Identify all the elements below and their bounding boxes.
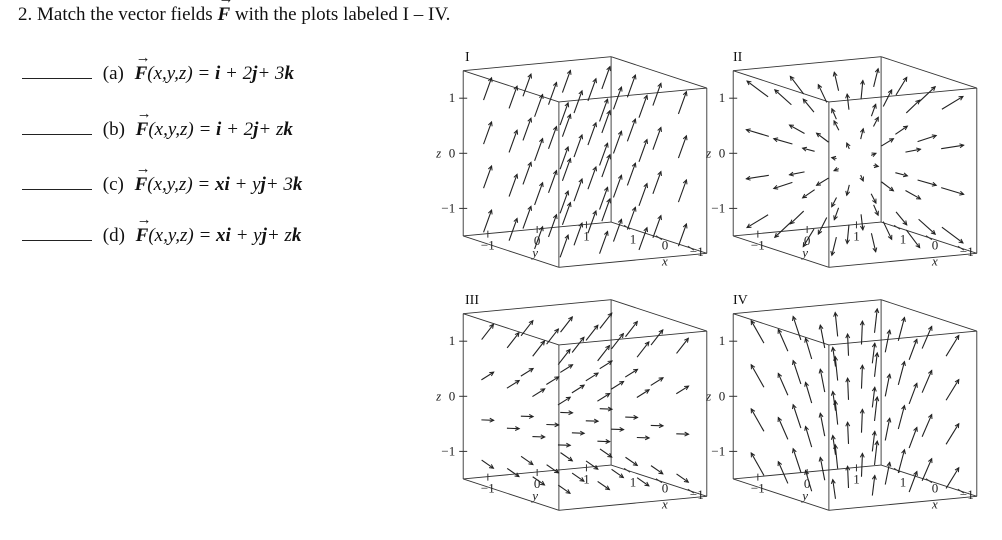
x-axis-label: x bbox=[662, 253, 668, 269]
arrow-shaft bbox=[906, 100, 919, 113]
field-symbol: → F bbox=[136, 119, 149, 141]
arrow-shaft bbox=[751, 321, 764, 343]
z-tick-label: 1 bbox=[718, 90, 726, 106]
plot-title: IV bbox=[733, 293, 748, 308]
item-formula bbox=[136, 225, 302, 247]
formula-part: xi bbox=[214, 174, 230, 195]
question-text-after: with the plots labeled I – IV. bbox=[234, 4, 451, 25]
cube-edge bbox=[733, 479, 829, 510]
arrow-shaft bbox=[533, 341, 545, 356]
arrow-shaft bbox=[793, 449, 801, 472]
formula-lhs: (x,y,z) = bbox=[147, 174, 211, 195]
arrow-shaft bbox=[598, 346, 610, 361]
arrow-shaft bbox=[535, 139, 543, 161]
arrow-shaft bbox=[946, 424, 959, 445]
z-tick-label: 0 bbox=[718, 145, 726, 161]
plot-II bbox=[706, 50, 975, 290]
formula-part: k bbox=[291, 225, 302, 246]
cube-edge bbox=[463, 314, 559, 345]
arrow-shaft bbox=[942, 227, 963, 243]
z-axis-label: z bbox=[706, 145, 712, 161]
cube-edge bbox=[463, 479, 559, 510]
arrow-shaft bbox=[922, 459, 932, 481]
item-label: (d) bbox=[102, 225, 125, 246]
arrow-shaft bbox=[909, 339, 917, 360]
y-tick-label: −1 bbox=[480, 480, 495, 496]
y-axis-label: y bbox=[532, 487, 539, 503]
cube-edge bbox=[611, 300, 707, 331]
arrow-shaft bbox=[600, 143, 608, 165]
arrow-shaft bbox=[790, 211, 803, 224]
x-tick-label: 1 bbox=[629, 231, 637, 247]
cube-edge bbox=[559, 496, 707, 510]
arrow-shaft bbox=[848, 422, 849, 444]
arrow-shaft bbox=[574, 135, 582, 157]
arrow-shaft bbox=[507, 333, 519, 348]
arrow-shaft bbox=[561, 317, 573, 332]
field-arrows bbox=[481, 313, 688, 493]
field-arrows bbox=[751, 309, 959, 499]
arrow-shaft bbox=[613, 219, 621, 241]
x-axis-label: x bbox=[932, 253, 938, 269]
z-tick-label: 1 bbox=[448, 90, 456, 106]
arrow-shaft bbox=[627, 163, 635, 185]
y-tick-label: 0 bbox=[533, 475, 541, 491]
arrow-shaft bbox=[613, 87, 621, 109]
item-label: (c) bbox=[102, 174, 124, 195]
arrow-shaft bbox=[509, 174, 517, 196]
arrow-shaft bbox=[560, 103, 568, 125]
cube-edge bbox=[559, 253, 707, 267]
arrow-shaft bbox=[848, 378, 849, 400]
arrow-shaft bbox=[602, 199, 610, 221]
question-text-before: Match the vector fields bbox=[37, 4, 213, 25]
arrow-shaft bbox=[549, 171, 557, 193]
field-symbol: → F bbox=[135, 63, 148, 85]
cube-edge bbox=[881, 300, 977, 331]
arrow-shaft bbox=[521, 321, 533, 336]
arrow-shaft bbox=[523, 118, 531, 140]
arrow-shaft bbox=[677, 338, 689, 353]
arrow-shaft bbox=[602, 67, 610, 89]
y-tick-label: −1 bbox=[750, 480, 765, 496]
arrow-shaft bbox=[588, 79, 596, 101]
arrow-shaft bbox=[651, 330, 663, 345]
z-tick-label: −1 bbox=[711, 443, 726, 459]
arrow-shaft bbox=[678, 224, 686, 246]
arrow-shaft bbox=[562, 203, 570, 225]
item-d bbox=[22, 222, 301, 250]
formula-part: xi bbox=[216, 225, 231, 246]
arrow-shaft bbox=[562, 159, 570, 181]
arrow-shaft bbox=[482, 324, 494, 339]
arrow-shaft bbox=[509, 86, 517, 108]
arrow-shaft bbox=[613, 175, 621, 197]
plot-title: III bbox=[465, 293, 479, 308]
arrow-shaft bbox=[778, 462, 788, 484]
arrow-shaft bbox=[909, 383, 917, 404]
field-symbol: → F bbox=[135, 174, 148, 196]
arrow-shaft bbox=[747, 81, 768, 97]
cube-edge bbox=[733, 236, 829, 267]
x-tick-label: 0 bbox=[931, 480, 939, 496]
formula-lhs: (x,y,z) = bbox=[147, 63, 211, 84]
plot-title: I bbox=[465, 50, 470, 65]
vector-field-plot bbox=[706, 293, 975, 533]
arrow-shaft bbox=[562, 114, 570, 136]
arrow-shaft bbox=[861, 365, 862, 388]
y-tick-label: −1 bbox=[750, 237, 765, 253]
arrow-shaft bbox=[600, 313, 612, 328]
z-tick-label: 1 bbox=[448, 333, 456, 349]
arrow-shaft bbox=[793, 316, 801, 339]
arrow-shaft bbox=[484, 122, 492, 144]
arrow-shaft bbox=[919, 219, 936, 234]
arrow-shaft bbox=[549, 127, 557, 149]
arrow-shaft bbox=[653, 172, 661, 194]
cube-edge bbox=[881, 57, 977, 88]
x-tick bbox=[894, 225, 900, 229]
arrow-shaft bbox=[639, 95, 647, 117]
arrow-shaft bbox=[909, 427, 917, 448]
x-axis-label: x bbox=[662, 496, 668, 512]
item-a bbox=[22, 60, 294, 88]
plot-III bbox=[436, 293, 705, 533]
z-tick-label: −1 bbox=[441, 443, 456, 459]
z-axis-label: z bbox=[706, 388, 712, 404]
arrow-shaft bbox=[574, 179, 582, 201]
arrow-shaft bbox=[941, 188, 964, 195]
x-tick-label: −1 bbox=[959, 487, 974, 503]
cube-edge bbox=[733, 57, 881, 71]
plot-I bbox=[436, 50, 705, 290]
formula-part: j bbox=[252, 63, 258, 84]
y-tick-label: 1 bbox=[853, 228, 860, 244]
question-number: 2. bbox=[18, 4, 33, 25]
arrow-shaft bbox=[883, 90, 891, 107]
x-tick bbox=[624, 468, 630, 472]
arrow-shaft bbox=[588, 167, 596, 189]
x-tick-label: 0 bbox=[661, 237, 669, 253]
arrow-shaft bbox=[751, 365, 764, 387]
arrow-shaft bbox=[549, 82, 557, 104]
vector-field-plot bbox=[436, 50, 705, 290]
arrow-shaft bbox=[861, 453, 862, 476]
x-tick-label: 1 bbox=[899, 474, 907, 490]
arrow-shaft bbox=[793, 405, 801, 428]
z-axis-label: z bbox=[436, 388, 442, 404]
z-tick-label: −1 bbox=[711, 200, 726, 216]
arrow-shaft bbox=[627, 75, 635, 97]
z-tick-label: 0 bbox=[448, 388, 456, 404]
z-axis-label: z bbox=[436, 145, 442, 161]
arrow-shaft bbox=[613, 131, 621, 153]
vector-field-plot bbox=[706, 50, 975, 290]
arrow-shaft bbox=[747, 215, 768, 228]
arrow-shaft bbox=[789, 125, 804, 133]
answer-blank-c[interactable] bbox=[22, 171, 92, 190]
arrow-shaft bbox=[678, 92, 686, 114]
formula-part: i bbox=[214, 63, 221, 84]
arrow-shaft bbox=[751, 453, 764, 475]
formula-part: k bbox=[292, 174, 303, 195]
y-tick-label: 1 bbox=[583, 471, 590, 487]
formula-part: + 2 bbox=[221, 119, 254, 140]
y-tick-label: 0 bbox=[803, 232, 811, 248]
x-tick-label: 1 bbox=[899, 231, 907, 247]
arrow-shaft bbox=[484, 78, 492, 100]
arrow-shaft bbox=[778, 418, 788, 440]
item-label: (b) bbox=[102, 119, 125, 140]
field-arrows bbox=[746, 69, 963, 256]
formula-part: + z bbox=[266, 225, 292, 246]
formula-part: + 3 bbox=[265, 174, 293, 195]
arrow-shaft bbox=[678, 136, 686, 158]
arrow-shaft bbox=[639, 184, 647, 206]
item-formula bbox=[136, 119, 293, 141]
arrow-shaft bbox=[895, 126, 907, 134]
arrow-shaft bbox=[778, 373, 788, 395]
arrow-shaft bbox=[653, 216, 661, 238]
item-formula bbox=[135, 63, 294, 85]
arrow-shaft bbox=[588, 123, 596, 145]
arrow-shaft bbox=[625, 322, 637, 337]
formula-part: + 3 bbox=[257, 63, 285, 84]
cube-edge bbox=[733, 71, 829, 102]
arrow-shaft bbox=[775, 90, 792, 105]
arrow-shaft bbox=[793, 361, 801, 384]
arrow-shaft bbox=[523, 74, 531, 96]
z-tick-label: 0 bbox=[718, 388, 726, 404]
arrow-shaft bbox=[627, 207, 635, 229]
arrow-shaft bbox=[922, 370, 932, 392]
x-tick-label: 1 bbox=[629, 474, 637, 490]
arrow-shaft bbox=[560, 147, 568, 169]
formula-part: + y bbox=[229, 174, 261, 195]
arrow-shaft bbox=[535, 183, 543, 205]
formula-part: j bbox=[260, 174, 266, 195]
arrow-shaft bbox=[523, 206, 531, 228]
arrow-shaft bbox=[586, 325, 598, 340]
arrow-shaft bbox=[574, 91, 582, 113]
arrow-shaft bbox=[612, 334, 624, 349]
cube-edge bbox=[463, 300, 611, 314]
x-tick-label: −1 bbox=[689, 244, 704, 260]
formula-lhs: (x,y,z) = bbox=[148, 119, 212, 140]
formula-part: k bbox=[284, 63, 294, 84]
arrow-shaft bbox=[946, 336, 959, 357]
plot-title: II bbox=[733, 50, 743, 65]
arrow-shaft bbox=[946, 468, 959, 489]
arrow-shaft bbox=[600, 99, 608, 121]
x-tick-label: 0 bbox=[931, 237, 939, 253]
z-tick-label: 1 bbox=[718, 333, 726, 349]
y-tick-label: −1 bbox=[480, 237, 495, 253]
arrow-shaft bbox=[639, 140, 647, 162]
arrow-shaft bbox=[653, 83, 661, 105]
cube-edge bbox=[463, 57, 611, 71]
y-tick-label: 1 bbox=[853, 471, 860, 487]
arrow-shaft bbox=[535, 94, 543, 116]
cube-edge bbox=[463, 236, 559, 267]
arrow-shaft bbox=[560, 191, 568, 213]
formula-part: + y bbox=[230, 225, 262, 246]
arrow-shaft bbox=[898, 450, 904, 473]
answer-blank-d[interactable] bbox=[22, 222, 92, 241]
arrow-shaft bbox=[861, 321, 862, 344]
field-symbol: → F bbox=[217, 4, 230, 26]
y-tick-label: 1 bbox=[583, 228, 590, 244]
arrow-shaft bbox=[600, 231, 608, 253]
answer-blank-b[interactable] bbox=[22, 116, 92, 135]
y-tick-label: 0 bbox=[803, 475, 811, 491]
arrow-shaft bbox=[560, 235, 568, 257]
arrow-shaft bbox=[942, 96, 963, 109]
x-tick-label: −1 bbox=[959, 244, 974, 260]
z-tick-label: 0 bbox=[448, 145, 456, 161]
formula-lhs: (x,y,z) = bbox=[148, 225, 212, 246]
cube-edge bbox=[829, 253, 977, 267]
field-symbol: → F bbox=[136, 225, 149, 247]
arrow-shaft bbox=[523, 162, 531, 184]
arrow-shaft bbox=[572, 337, 584, 352]
arrow-shaft bbox=[803, 99, 814, 112]
arrow-shaft bbox=[946, 380, 959, 401]
item-b bbox=[22, 116, 293, 144]
arrow-shaft bbox=[602, 155, 610, 177]
y-tick-label: 0 bbox=[533, 232, 541, 248]
arrow-shaft bbox=[817, 133, 829, 142]
answer-blank-a[interactable] bbox=[22, 60, 92, 79]
arrow-shaft bbox=[574, 223, 582, 245]
arrow-shaft bbox=[896, 212, 907, 225]
arrow-shaft bbox=[547, 329, 559, 344]
arrow-shaft bbox=[848, 466, 849, 488]
arrow-shaft bbox=[509, 218, 517, 240]
arrow-shaft bbox=[818, 218, 826, 235]
arrow-shaft bbox=[848, 334, 849, 356]
arrow-shaft bbox=[898, 406, 904, 429]
arrow-shaft bbox=[922, 326, 932, 348]
formula-part: + z bbox=[258, 119, 284, 140]
arrow-shaft bbox=[778, 329, 788, 351]
formula-part: + 2 bbox=[220, 63, 253, 84]
arrow-shaft bbox=[746, 130, 769, 137]
arrow-shaft bbox=[600, 187, 608, 209]
formula-part: j bbox=[261, 225, 267, 246]
arrow-shaft bbox=[905, 190, 920, 198]
arrow-shaft bbox=[751, 409, 764, 431]
vector-field-plot bbox=[436, 293, 705, 533]
arrow-shaft bbox=[562, 70, 570, 92]
y-axis-label: y bbox=[802, 244, 809, 260]
arrow-shaft bbox=[627, 119, 635, 141]
question-title bbox=[18, 4, 450, 26]
arrow-shaft bbox=[919, 87, 936, 103]
z-tick-label: −1 bbox=[441, 200, 456, 216]
cube-edge bbox=[733, 314, 829, 345]
x-tick-label: −1 bbox=[689, 487, 704, 503]
arrow-shaft bbox=[558, 349, 570, 364]
item-c bbox=[22, 171, 302, 199]
item-formula bbox=[135, 174, 303, 196]
formula-part: j bbox=[253, 119, 259, 140]
arrow-shaft bbox=[678, 180, 686, 202]
arrow-shaft bbox=[637, 342, 649, 357]
x-axis-label: x bbox=[932, 496, 938, 512]
cube-edge bbox=[829, 496, 977, 510]
plot-IV bbox=[706, 293, 975, 533]
y-axis-label: y bbox=[802, 487, 809, 503]
arrow-shaft bbox=[896, 77, 907, 95]
arrow-shaft bbox=[639, 228, 647, 250]
cube-edge bbox=[829, 88, 977, 102]
arrow-shaft bbox=[484, 210, 492, 232]
cube-edge bbox=[611, 57, 707, 88]
x-tick-label: 0 bbox=[661, 480, 669, 496]
arrow-shaft bbox=[549, 215, 557, 237]
formula-part: i bbox=[216, 119, 222, 140]
arrow-shaft bbox=[922, 415, 932, 437]
arrow-shaft bbox=[898, 317, 904, 340]
arrow-shaft bbox=[653, 127, 661, 149]
arrow-shaft bbox=[882, 182, 894, 191]
arrow-shaft bbox=[861, 409, 862, 432]
cube-edge bbox=[733, 300, 881, 314]
cube-edge bbox=[463, 71, 559, 102]
y-axis-label: y bbox=[532, 244, 539, 260]
item-label: (a) bbox=[102, 63, 124, 84]
arrow-shaft bbox=[484, 166, 492, 188]
arrow-shaft bbox=[803, 190, 815, 198]
arrow-shaft bbox=[775, 222, 792, 238]
formula-part: k bbox=[283, 119, 293, 140]
arrow-shaft bbox=[898, 362, 904, 385]
arrow-shaft bbox=[509, 130, 517, 152]
arrow-shaft bbox=[602, 111, 610, 133]
